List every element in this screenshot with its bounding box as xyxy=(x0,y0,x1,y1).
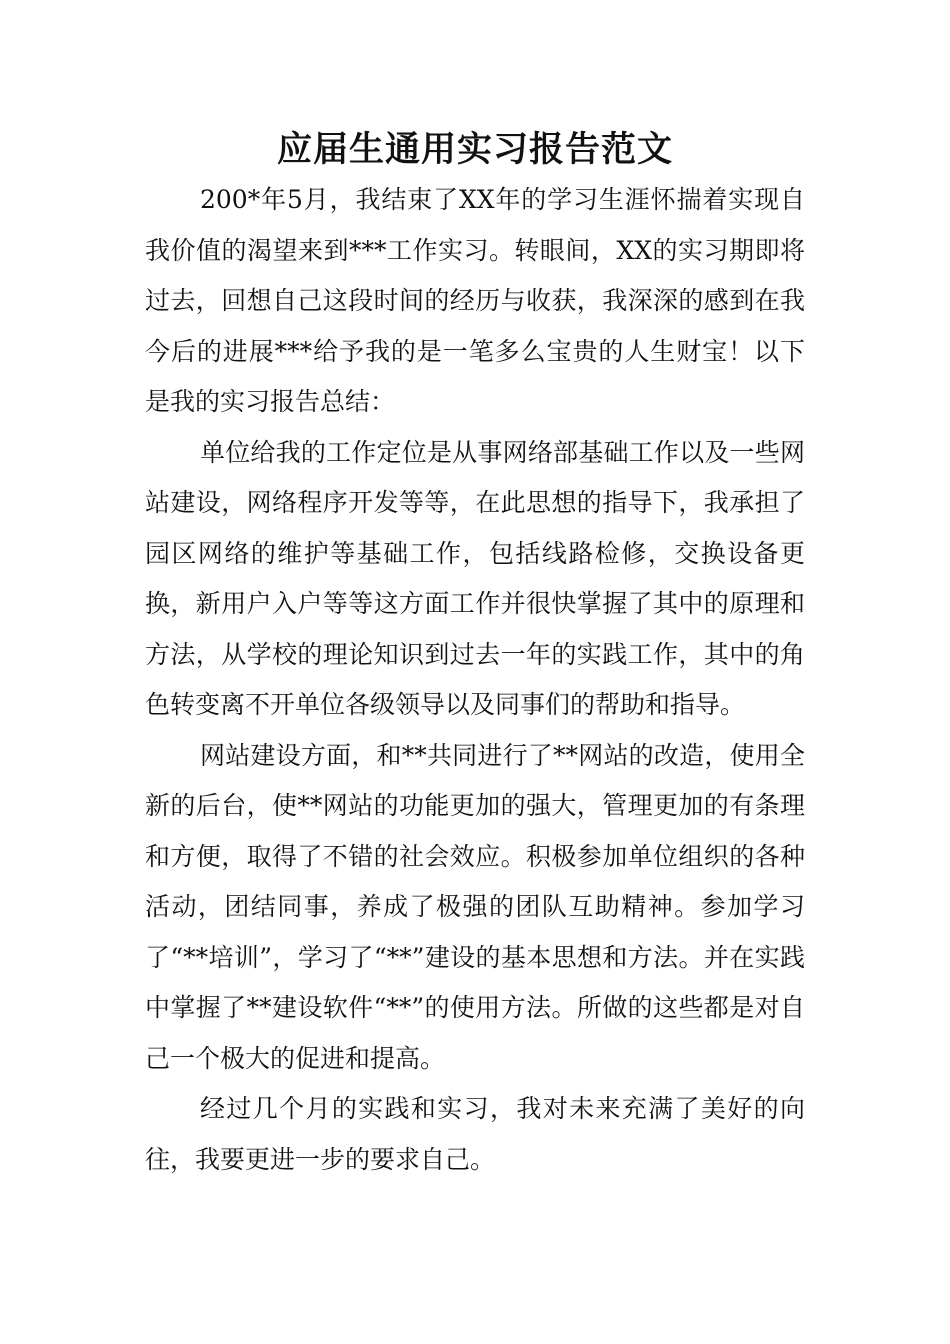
paragraph-4: 经过几个月的实践和实习，我对未来充满了美好的向往，我要更进一步的要求自己。 xyxy=(145,1094,805,1174)
paragraph-2: 单位给我的工作定位是从事网络部基础工作以及一些网站建设，网络程序开发等等，在此思想的指导下，我承担了园区网络的维护等基础工作，包括线路检修，交换设备更换，新用户入户等等这方面工作并很快掌握了其中的原理和方法，从学校的理论知识到过去一年的实践工作，其中的角色转变离不开单位各级领导以及同事们的帮助和指导。 xyxy=(145,437,805,719)
document-title: 应届生通用实习报告范文 xyxy=(276,130,673,170)
paragraph-3: 网站建设方面，和**共同进行了**网站的改造，使用全新的后台，使**网站的功能更加的强大，管理更加的有条理和方便，取得了不错的社会效应。积极参加单位组织的各种活动，团结同事，养成了极强的团队互助精神。参加学习了“**培训”，学习了“**”建设的基本思想和方法。并在实践中掌握了**建设软件“**”的使用方法。所做的这些都是对自己一个极大的促进和提高。 xyxy=(145,740,805,1073)
paragraph-1: 200*年5月，我结束了XX年的学习生涯怀揣着实现自我价值的渴望来到***工作实习。转眼间，XX的实习期即将过去，回想自己这段时间的经历与收获，我深深的感到在我今后的进展***给予我的是一笔多么宝贵的人生财宝！以下是我的实习报告总结： xyxy=(145,185,805,416)
document-body xyxy=(145,175,805,1185)
